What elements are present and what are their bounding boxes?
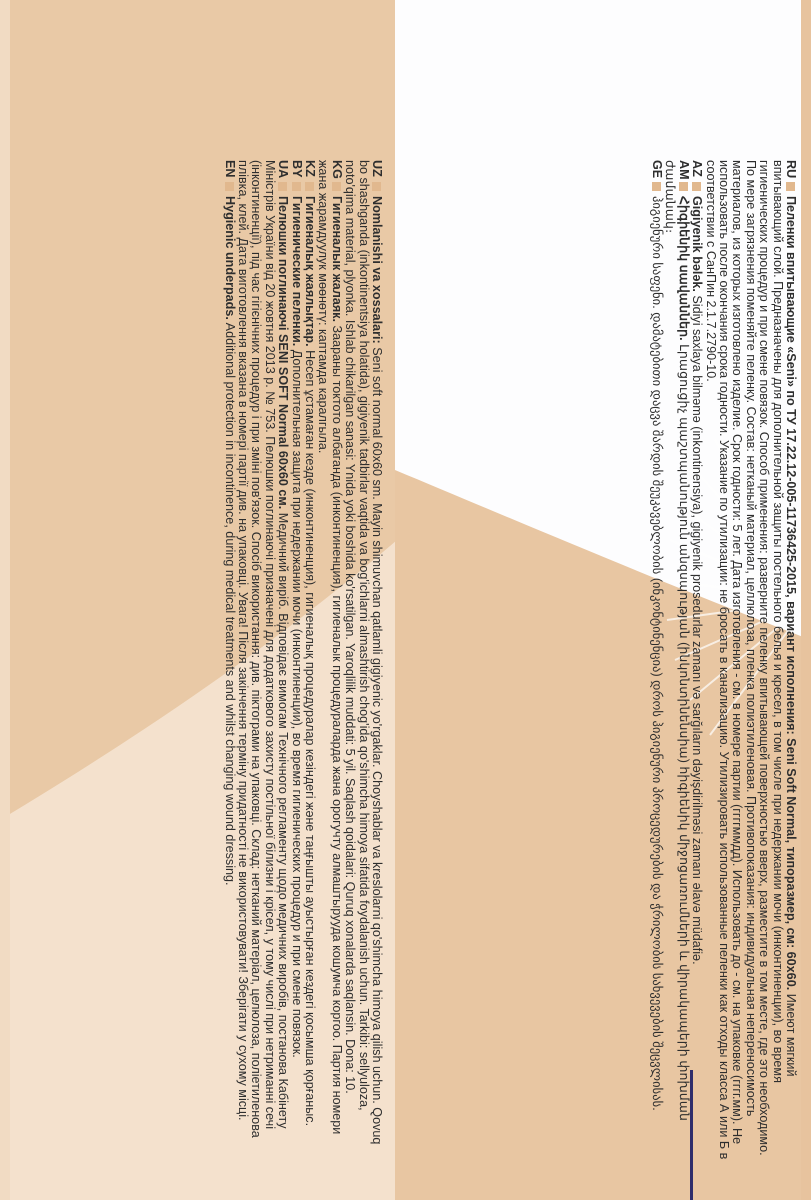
entry-kg-body: Заараны токтото албаганда (инконтиненция), гигиеналык процедураларда жана орогучту алмаштырууда кошумча коргоо. Партия номери жана жарамдуулук мөөнөтү: каптамда каралгыла. xyxy=(316,160,344,1135)
entry-kg xyxy=(316,160,343,1160)
marker-square-icon xyxy=(679,182,688,191)
marker-square-icon xyxy=(305,182,314,191)
entry-uz xyxy=(343,160,383,1160)
entry-by xyxy=(289,160,302,1160)
entry-en-body: Additional protection in incontinence, during medical treatments and whilst changing wound dressing. xyxy=(222,319,237,886)
marker-square-icon xyxy=(786,182,795,191)
entry-az-body: Sidiyi saxlaya bilməmə (inkontinensiya), gigiyenik prosedurlar zamanı və sarğıların dəyişdirilməsi zamanı əlavə müdafiə. xyxy=(690,291,705,965)
entry-en xyxy=(222,160,235,1160)
marker-square-icon xyxy=(225,182,234,191)
entry-ru-title: Пеленки впитывающие «Seni» по ТУ 17.22.12-005-11736425-2015, вариант исполнения: Seni Soft Normal, типоразмер, см: 60х60. xyxy=(784,196,798,991)
marker-square-icon xyxy=(278,182,287,191)
text-block-top xyxy=(650,160,797,1160)
marker-square-icon xyxy=(692,182,701,191)
entry-ua-body: Медичний виріб. Відповідає вимогам Технічного регламенту щодо медичних виробів, постанова Кабінету Міністрів України від 20 жовтня 2013 р. № 753. Пелюшки поглинаючі призначені для додаткового захисту постільної білизни і крісел, у тому числі при нетриманні сечі (інконтиненції), під час гігієнічних процедур і при зміні пов'язок. Спосіб використання: див. піктограми на упаковці. Склад: нетканий матеріал, целюлоза, поліетиленова плівка, клей. Дата виготовлення вказана в номері партії див. на упаковці. Увага! Після закінчення терміну придатності не використовувати! Зберігати у сухому місці. xyxy=(235,160,291,1138)
lang-code-ru: RU xyxy=(784,160,798,179)
lang-code-az: AZ xyxy=(690,160,705,177)
entry-en-title: Hygienic underpads. xyxy=(222,196,237,320)
entry-uz-body: Seni soft normal 60x60 sm. Mayin shimuvchan qatlamli gigiyenic yo'rgaklar. Choyshablar va kreslolarni qo'shimcha himoya qilish uchun. Qovuq bo shashganda (inkontinentsiya holatida), gigiyenik tadbirlar vaqtida va bog'ichlarni almashtirish chog'ida qo'shimcha himoya sifatida foydalanish uchun. Tarkibi: sellyuloza, noto'qima material, plyonka. Ishlab chikarilgan sanasi: Ynida yoki boshida ko'rsatilgan. Yaroqlilik muddati: 5 yil. Saqlash qoidalari: Quruq xonalarda saqlansin. Dona: 10. xyxy=(343,160,384,1145)
marker-square-icon xyxy=(292,182,301,191)
lang-code-kz: KZ xyxy=(302,160,317,177)
lang-code-ge: GE xyxy=(649,160,664,179)
lang-code-kg: KG xyxy=(329,160,344,179)
marker-square-icon xyxy=(372,182,381,191)
entry-ru xyxy=(703,160,797,1160)
marker-square-icon xyxy=(652,182,661,191)
lang-code-en: EN xyxy=(222,160,237,178)
marker-square-icon xyxy=(332,182,341,191)
entry-kz xyxy=(303,160,316,1160)
entry-ru-body: Имеют мягкий впитывающий слой. Предназначены для дополнительной защиты постельного белья и кресел, в том числе при недержании мочи (инконтиненции), во время гигиенических процедур и при смене повязок. Способ применения: разверните пеленку впитывающей поверхностью вверх, разместите в том месте, где это необходимо. По мере загрязнения поменяйте пеленку. Состав: нетканый материал, целлюлоза, пленка полиэтиленовая. Противопоказания: индивидуальная непереносимость материалов, из которых изготовлено изделие. Срок годности: 5 лет. Дата изготовления - см. в номере партии (ггггммдд). Использовать до - см. на упаковке (гггг.мм). Не использовать после окончания срока годности. Указание по утилизации: не бросать в канализацию. Утилизировать использованные пеленки как отходы класса А или Б в соответствии с СанПин 2.1.7.2790-10. xyxy=(703,160,798,1160)
lang-code-am: AM xyxy=(676,160,691,180)
entry-am xyxy=(663,160,690,1160)
text-block-bottom xyxy=(222,160,383,1160)
entry-kz-body: Несеп ұстамаған кезде (инконтиненция), гигиеналық процедуралар кезіндегі және таңғышты ауыстырған кездегі қосымша қорғаныс. xyxy=(302,346,317,1127)
entry-by-body: Дополнительная защита при недержании мочи (инконтиненции), во время гигиенических процедур и при смене повязок. xyxy=(289,346,304,1058)
lang-code-by: BY xyxy=(289,160,304,178)
entry-az xyxy=(690,160,703,1160)
entry-kg-title: Гигиеналык жалаяк. xyxy=(329,196,344,322)
entry-ua xyxy=(236,160,290,1160)
entry-ge-body: ჰიგიენური საფენი. დამატებითი დაცვა შარდის შეუკავებლობის (ინკონტინენცია) დროს ჰიგიენური პროცედურების და ჭრილობის სახვევების შეცვლისას. xyxy=(649,196,664,1111)
entry-by-title: Гигиенические пеленки. xyxy=(289,196,304,347)
entry-am-body: Լրացուցիչ պաշտպանություն անզսպության (ինկոնտինենսիա) հիգիենիկ միջոցառումների և վիրակապերի փոխման ժամանակ։ xyxy=(663,160,691,1122)
lang-code-ua: UA xyxy=(276,160,291,179)
entry-az-title: Gigiyenik bələk. xyxy=(690,196,705,292)
entry-am-title: Հիգիենիկ սավաններ. xyxy=(676,196,691,341)
entry-ua-title: Пелюшки поглинаючі SENI SOFT Normal 60x60 см. xyxy=(276,196,291,510)
entry-ge xyxy=(650,160,663,1160)
entry-kz-title: Гигиеналық жаялықтар. xyxy=(302,196,317,347)
lang-code-uz: UZ xyxy=(370,160,384,177)
entry-uz-title: Nomlanishi va xossalari: xyxy=(370,196,384,344)
